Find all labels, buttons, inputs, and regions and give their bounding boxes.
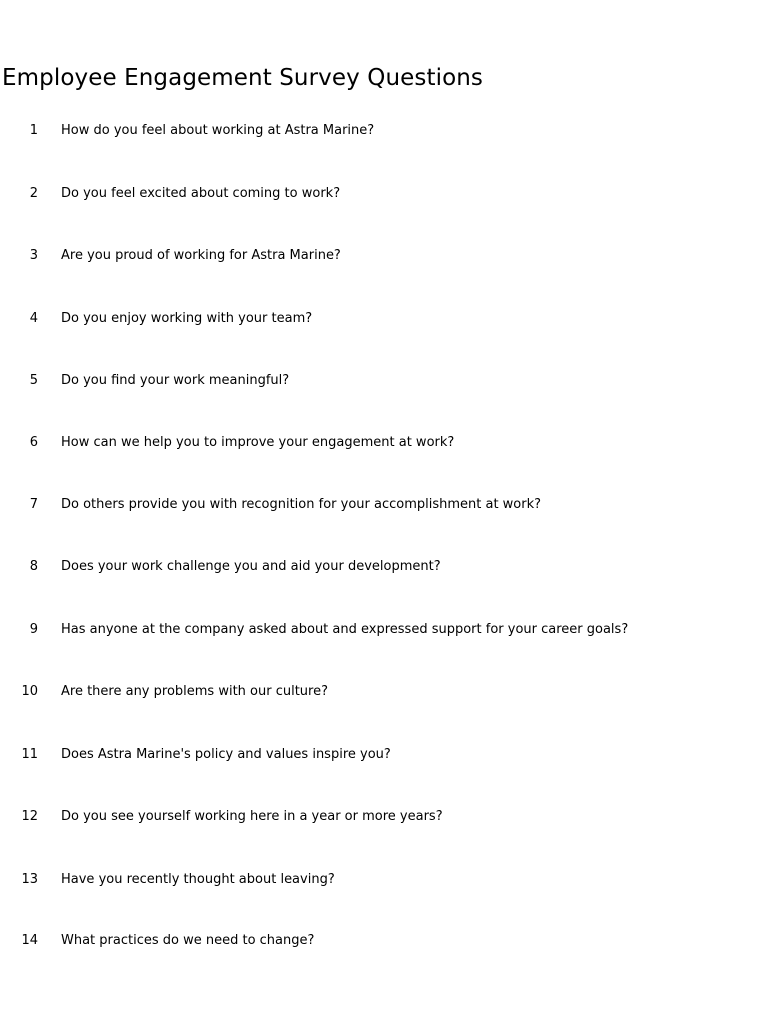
question-row (0, 309, 768, 329)
question-number: 1 (29, 123, 38, 138)
question-text: Does Astra Marine's policy and values inspire you? (61, 747, 391, 762)
question-row (0, 495, 768, 515)
question-number: 12 (21, 809, 38, 824)
question-row (0, 557, 768, 577)
question-text: How do you feel about working at Astra Marine? (61, 123, 375, 138)
question-row (0, 745, 768, 765)
question-row (0, 371, 768, 391)
question-row (0, 682, 768, 702)
question-number: 9 (29, 622, 38, 637)
question-row (0, 870, 768, 890)
page-title: Employee Engagement Survey Questions (2, 65, 484, 91)
question-number: 13 (21, 872, 38, 887)
question-number: 6 (29, 435, 38, 450)
question-number: 14 (21, 933, 38, 948)
question-text: Do you feel excited about coming to work? (61, 186, 341, 201)
question-number: 4 (29, 311, 38, 326)
question-text: What practices do we need to change? (61, 933, 315, 948)
question-text: Has anyone at the company asked about and expressed support for your career goals? (61, 622, 629, 637)
question-number: 2 (29, 186, 38, 201)
question-text: Do you enjoy working with your team? (61, 311, 313, 326)
question-number: 3 (29, 248, 38, 263)
question-row (0, 620, 768, 640)
question-text: Do you see yourself working here in a year or more years? (61, 809, 443, 824)
question-row (0, 931, 768, 951)
question-text: How can we help you to improve your engagement at work? (61, 435, 455, 450)
question-row (0, 184, 768, 204)
question-number: 8 (29, 559, 38, 574)
question-row (0, 807, 768, 827)
question-text: Are there any problems with our culture? (61, 684, 329, 699)
question-number: 10 (21, 684, 38, 699)
question-text: Do others provide you with recognition for your accomplishment at work? (61, 497, 542, 512)
question-text: Are you proud of working for Astra Marine? (61, 248, 341, 263)
question-row (0, 433, 768, 453)
question-number: 11 (21, 747, 38, 762)
question-text: Have you recently thought about leaving? (61, 872, 335, 887)
question-row (0, 246, 768, 266)
question-row (0, 121, 768, 141)
question-text: Does your work challenge you and aid your development? (61, 559, 441, 574)
question-number: 5 (29, 373, 38, 388)
question-text: Do you find your work meaningful? (61, 373, 290, 388)
question-number: 7 (29, 497, 38, 512)
